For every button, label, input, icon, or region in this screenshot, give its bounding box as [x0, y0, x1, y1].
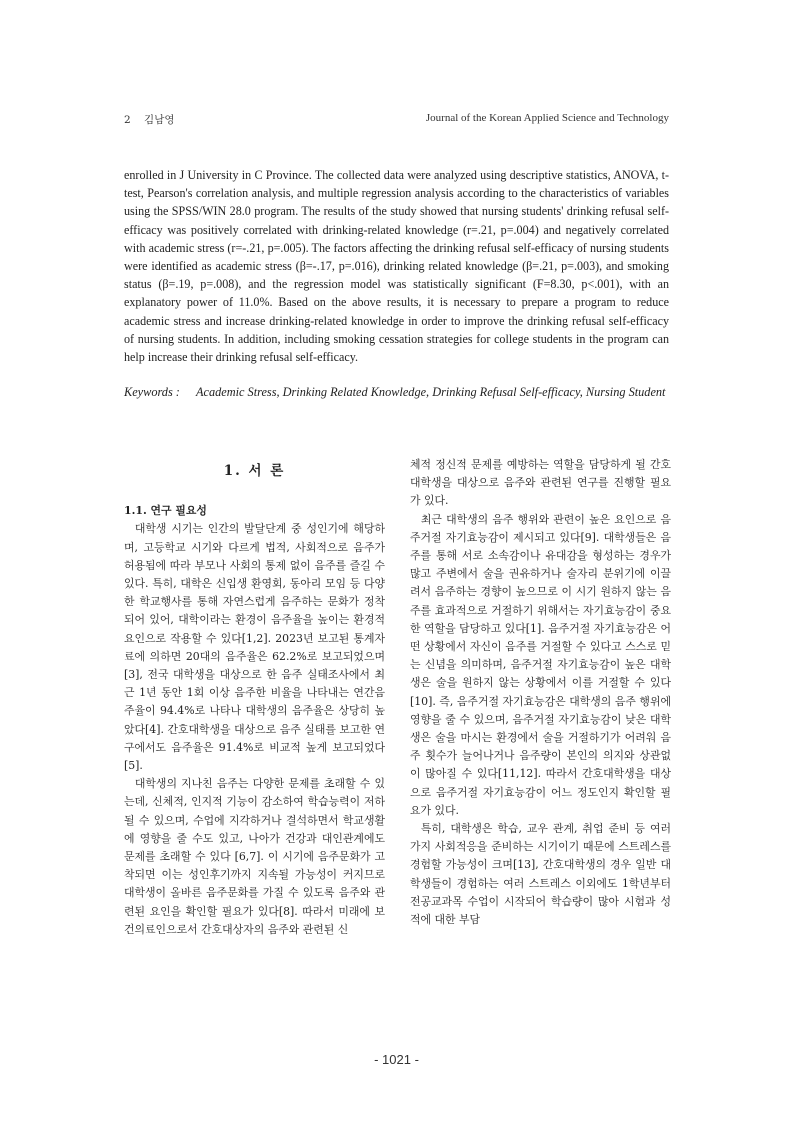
header-author: 김남영 — [144, 114, 175, 126]
right-paragraph-1: 최근 대학생의 음주 행위와 관련이 높은 요인으로 음주거절 자기효능감이 제시되고 있다[9]. 대학생들은 음주를 통해 서로 소속감이나 유대감을 형성하는 경우가 많고 주변에서 술을 권유하거나 술자리 분위기에 이끌려서 음주하는 경향이 높으므로 이 시기 원하지 않는 음주를 효과적으로 거절하기 위해서는 자기효능감이 중요한 역할을 담당하고 있다[1]. 음주거절 자기효능감은 어떤 상황에서 자신이 음주를 거절할 수 있다고 스스로 믿는 신념을 의미하며, 음주거절 자기효능감이 높은 대학생은 술을 원하지 않는 상황에서 이를 거절할 수 있다[10]. 즉, 음주거절 자기효능감은 대학생의 음주 행위에 영향을 줄 수 있으며, 음주거절 자기효능감이 낮은 대학생은 술을 마시는 환경에서 술을 거절하기가 어려워 음주 횟수가 늘어나거나 음주량이 본인의 의지와 상관없이 많아질 수 있다[11,12]. 따라서 간호대학생을 대상으로 음주거절 자기효능감이 어느 정도인지 확인할 필요가 있다. — [410, 512, 671, 817]
keywords-label: Keywords : — [124, 385, 180, 399]
subsection-title: 1.1. 연구 필요성 — [124, 504, 207, 518]
keywords-block — [124, 384, 669, 402]
left-paragraph-1: 대학생 시기는 인간의 발달단계 중 성인기에 해당하며, 고등학교 시기와 다르게 법적, 사회적으로 음주가 허용됨에 따라 부모나 사회의 통제 없이 음주를 즐길 수 있다. 특히, 대학은 신입생 환영회, 동아리 모임 등 다양한 학교행사를 통해 자연스럽게 음주하는 문화가 정착되어 있어, 대학이라는 환경이 음주율을 높이는 환경적 요인으로 작용할 수 있다[1,2]. 2023년 보고된 통계자료에 의하면 20대의 음주율은 62.2%로 보고되었으며 [3], 전국 대학생을 대상으로 한 음주 실태조사에서 최근 1년 동안 1회 이상 음주한 비율을 나타내는 연간음주율이 94.4%로 나타나 대학생의 음주율은 상당히 높았다[4]. 간호대학생을 대상으로 음주 실태를 보고한 연구에서도 음주율은 91.4%로 비교적 높게 보고되었다[5]. — [124, 522, 385, 773]
right-paragraph-continued: 체적 정신적 문제를 예방하는 역할을 담당하게 될 간호대학생을 대상으로 음주와 관련된 연구를 진행할 필요가 있다. — [410, 458, 671, 508]
header-page-number: 2 — [124, 114, 131, 126]
right-paragraph-2: 특히, 대학생은 학습, 교우 관계, 취업 준비 등 여러 가지 사회적응을 준비하는 시기이기 때문에 스트레스를 경험할 가능성이 크며[13], 간호대학생의 경우 일반 대학생들이 경험하는 여러 스트레스 이외에도 1학년부터 전공교과목 수업이 시작되어 학습량이 많아 시험과 성적에 대한 부담 — [410, 822, 671, 927]
keywords-text: Academic Stress, Drinking Related Knowledge, Drinking Refusal Self-efficacy, Nursing Student — [196, 385, 666, 399]
right-column — [410, 456, 671, 929]
left-paragraph-2: 대학생의 지나친 음주는 다양한 문제를 초래할 수 있는데, 신체적, 인지적 기능이 감소하여 학습능력이 저하될 수 있으며, 수업에 지각하거나 결석하면서 학교생활에 영향을 줄 수도 있고, 나아가 건강과 대인관계에도 문제를 초래할 수 있다 [6,7]. 이 시기에 음주문화가 고착되면 이는 성인후기까지 지속될 가능성이 커지므로 대학생이 올바른 음주문화를 가질 수 있도록 음주와 관련된 요인을 확인할 필요가 있다[8]. 따라서 미래에 보건의료인으로서 간호대상자의 음주와 관련된 신 — [124, 777, 385, 936]
header-left — [124, 112, 174, 127]
abstract-text: enrolled in J University in C Province. The collected data were analyzed using descriptive statistics, ANOVA, t-test, Pearson's correlation analysis, and multiple regression analysis according to the characteristics of variables using the SPSS/WIN 28.0 program. The results of the study showed that nursing students' drinking refusal self-efficacy was positively correlated with drinking-related knowledge (r=.21, p=.004) and negatively correlated with academic stress (r=-.21, p=.005). The factors affecting the drinking refusal self-efficacy of nursing students were identified as academic stress (β=-.17, p=.016), drinking related knowledge (β=.21, p=.003), and smoking status (β=.19, p=.008), and the regression model was statistically significant (F=8.30, p<.001), with an explanatory power of 11.0%. Based on the above results, it is necessary to prepare a program to reduce academic stress and increase drinking-related knowledge in order to improve the drinking refusal self-efficacy of nursing students. In addition, including smoking cessation strategies for college students in the program can help increase their drinking refusal self-efficacy. — [124, 168, 669, 365]
page-number-footer: - 1021 - — [374, 1052, 419, 1067]
section-title: 1. 서 론 — [223, 463, 286, 479]
header-journal-name: Journal of the Korean Applied Science and Technology — [425, 112, 669, 124]
running-header — [124, 112, 669, 126]
left-column — [124, 456, 385, 939]
